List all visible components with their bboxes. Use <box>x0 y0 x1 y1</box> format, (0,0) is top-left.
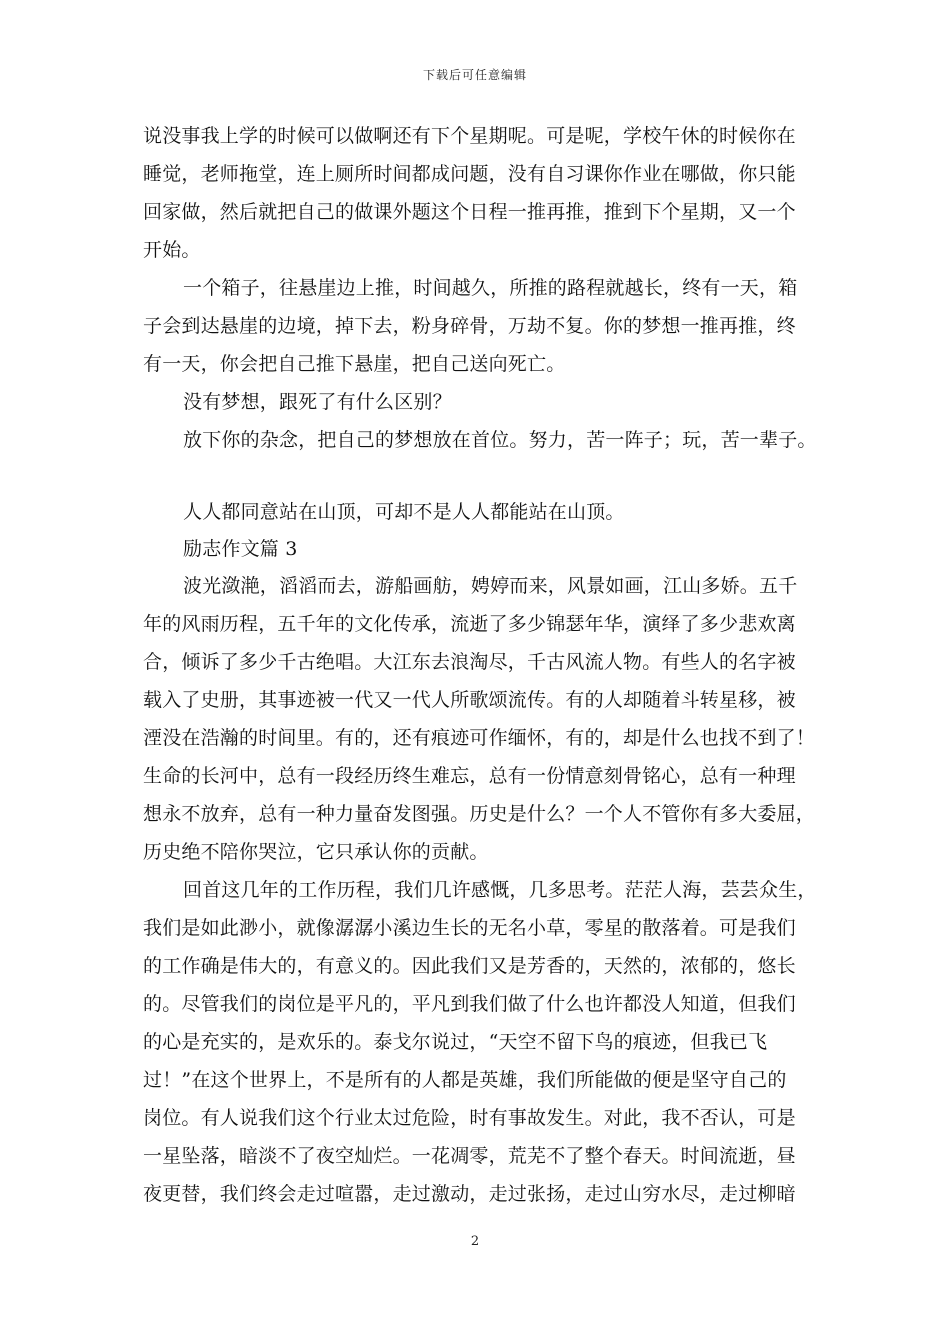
page-header: 下载后可任意编辑 <box>422 68 527 82</box>
text-line: 想永不放弃，总有一种力量奋发图强。历史是什么？一个人不管你有多大委屈， <box>143 803 816 825</box>
text-line: 我们是如此渺小，就像潺潺小溪边生长的无名小草，零星的散落着。可是我们 <box>143 917 796 939</box>
text-line: 睡觉，老师拖堂，连上厕所时间都成问题，没有自习课你作业在哪做，你只能 <box>143 163 796 185</box>
text-line: 历史绝不陪你哭泣，它只承认你的贡献。 <box>143 841 489 863</box>
text-line: 放下你的杂念，把自己的梦想放在首位。努力，苦一阵子；玩，苦一辈子。 <box>183 429 817 451</box>
text-line: 开始。 <box>143 239 201 261</box>
text-line: 回家做，然后就把自己的做课外题这个日程一推再推，推到下个星期，又一个 <box>143 201 796 223</box>
text-line: 载入了史册，其事迹被一代又一代人所歌颂流传。有的人却随着斗转星移，被 <box>143 689 796 711</box>
text-line: 子会到达悬崖的边境，掉下去，粉身碎骨，万劫不复。你的梦想一推再推，终 <box>143 315 796 337</box>
text-line: 的心是充实的，是欢乐的。泰戈尔说过，“天空不留下鸟的痕迹，但我已飞 <box>143 1031 768 1053</box>
text-line: 湮没在浩瀚的时间里。有的，还有痕迹可作缅怀，有的，却是什么也找不到了！ <box>143 727 816 749</box>
text-line: 回首这几年的工作历程，我们几许感慨，几多思考。茫茫人海，芸芸众生， <box>183 879 817 901</box>
text-line: 说没事我上学的时候可以做啊还有下个星期呢。可是呢，学校午休的时候你在 <box>143 125 796 147</box>
text-line: 一星坠落，暗淡不了夜空灿烂。一花凋零，荒芜不了整个春天。时间流逝，昼 <box>143 1145 796 1167</box>
text-line: 没有梦想，跟死了有什么区别？ <box>183 391 452 413</box>
text-line: 人人都同意站在山顶，可却不是人人都能站在山顶。 <box>183 501 625 523</box>
section-heading: 励志作文篇 3 <box>183 538 298 560</box>
text-line: 过！”在这个世界上，不是所有的人都是英雄，我们所能做的便是坚守自己的 <box>143 1069 787 1091</box>
text-line: 岗位。有人说我们这个行业太过危险，时有事故发生。对此，我不否认，可是 <box>143 1107 796 1129</box>
text-line: 的。尽管我们的岗位是平凡的，平凡到我们做了什么也许都没人知道，但我们 <box>143 993 796 1015</box>
page-number: 2 <box>470 1234 480 1249</box>
text-line: 有一天，你会把自己推下悬崖，把自己送向死亡。 <box>143 353 566 375</box>
text-line: 夜更替，我们终会走过喧嚣，走过激动，走过张扬，走过山穷水尽，走过柳暗 <box>143 1183 796 1205</box>
text-line: 生命的长河中，总有一段经历终生难忘，总有一份情意刻骨铭心，总有一种理 <box>143 765 796 787</box>
text-line: 的工作确是伟大的，有意义的。因此我们又是芳香的，天然的，浓郁的，悠长 <box>143 955 796 977</box>
text-line: 一个箱子，往悬崖边上推，时间越久，所推的路程就越长，终有一天，箱 <box>183 277 798 299</box>
text-line: 波光潋滟，滔滔而去，游船画舫，娉婷而来，风景如画，江山多娇。五千 <box>183 575 798 597</box>
text-line: 合，倾诉了多少千古绝唱。大江东去浪淘尽，千古风流人物。有些人的名字被 <box>143 651 796 673</box>
text-line: 年的风雨历程，五千年的文化传承，流逝了多少锦瑟年华，演绎了多少悲欢离 <box>143 613 796 635</box>
